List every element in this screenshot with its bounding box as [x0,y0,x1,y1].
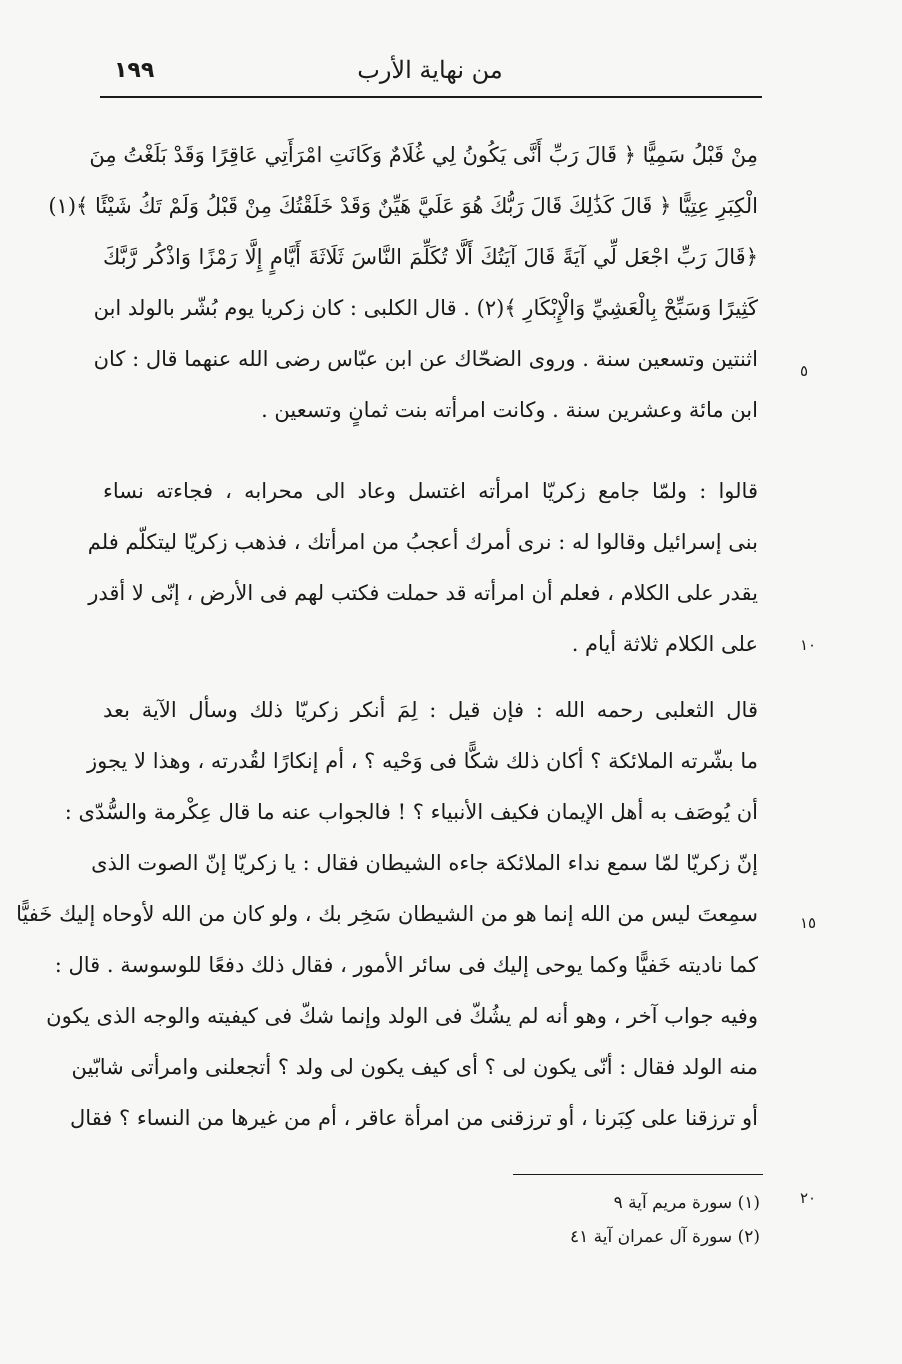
paragraph-2 [87,466,758,670]
text-line: يقدر على الكلام ، فعلم أن امرأته قد حملت فكتب لهم فى الأرض ، إنّى لا أقدر [88,581,758,605]
text-line: إنّ زكريّا لمّا سمع نداء الملائكة جاءه الشيطان فقال : يا زكريّا إنّ الصوت الذى [91,851,758,875]
footnote-1: (١) سورة مريم آية ٩ [613,1193,760,1213]
line-number-15: ١٥ [800,914,817,932]
footnote-rule [513,1174,763,1175]
text-line: أن يُوصَف به أهل الإيمان فكيف الأنبياء ؟ ! فالجواب عنه ما قال عِكْرمة والسُّدّى : [64,800,758,824]
paragraph-1 [48,130,758,436]
page-header [100,52,760,92]
header-rule [100,96,762,98]
line-number-10: ١٠ [800,636,817,654]
footnotes [440,1186,760,1254]
running-title: من نهاية الأرب [357,56,503,84]
text-line: ﴿قَالَ رَبِّ اجْعَل لِّي آيَةً قَالَ آيَتُكَ أَلَّا تُكَلِّمَ النَّاسَ ثَلَاثَةَ أَيَّامٍ إِلَّا رَمْزًا وَاذْكُر رَّبَّكَ [103,245,758,269]
text-line: قالوا : ولمّا جامع زكريّا امرأته اغتسل وعاد الى محرابه ، فجاءته نساء [103,479,758,503]
page-number: ١٩٩ [114,58,155,83]
line-number-20: ٢٠ [800,1189,817,1207]
text-line: على الكلام ثلاثة أيام . [571,632,758,656]
paragraph-3 [16,685,758,1144]
text-line: كَثِيرًا وَسَبِّحْ بِالْعَشِيِّ وَالْإِبْكَارِ ﴾(٢) . قال الكلبى : كان زكريا يوم بُشّر بالولد ابن [93,296,758,320]
text-line: قال الثعلبى رحمه الله : فإن قيل : لِمَ أنكر زكريّا ذلك وسأل الآية بعد [103,698,758,722]
text-line: أو ترزقنا على كِبَرنا ، أو ترزقنى من امرأة عاقر ، أم من غيرها من النساء ؟ فقال [70,1106,758,1130]
text-line: سمِعتَ ليس من الله إنما هو من الشيطان سَخِر بك ، ولو كان من الله لأوحاه إليك خَفيًّا [16,902,758,926]
text-line: مِنْ قَبْلُ سَمِيًّا ﴿ قَالَ رَبِّ أَنَّى يَكُونُ لِي غُلَامٌ وَكَانَتِ امْرَأَتِي عَاقِرًا وَقَدْ بَلَغْتُ مِنَ [89,143,758,167]
text-line: منه الولد فقال : أنّى يكون لى ؟ أى كيف يكون لى ولد ؟ أتجعلنى وامرأتى شابّين [71,1055,758,1079]
text-line: وفيه جواب آخر ، وهو أنه لم يشُكّ فى الولد وإنما شكّ فى كيفيته والوجه الذى يكون [46,1004,758,1028]
text-line: بنى إسرائيل وقالوا له : نرى أمرك أعجبُ من امرأتك ، فذهب زكريّا ليتكلّم فلم [87,530,758,554]
text-line: كما ناديته خَفيًّا وكما يوحى إليك فى سائر الأمور ، فقال ذلك دفعًا للوسوسة . قال : [54,953,758,977]
footnote-2: (٢) سورة آل عمران آية ٤١ [569,1227,760,1247]
line-number-5: ٥ [800,362,809,380]
text-line: اثنتين وتسعين سنة . وروى الضحّاك عن ابن عبّاس رضى الله عنهما قال : كان [93,347,758,371]
text-line: الْكِبَرِ عِتِيًّا ﴿ قَالَ كَذَٰلِكَ قَالَ رَبُّكَ هُوَ عَلَيَّ هَيِّنٌ وَقَدْ خَلَقْتُكَ مِنْ قَبْلُ وَلَمْ تَكُ شَيْئًا ﴾(١) [48,194,758,218]
text-line: ابن مائة وعشرين سنة . وكانت امرأته بنت ثمانٍ وتسعين . [261,398,758,422]
text-line: ما بشّرته الملائكة ؟ أكان ذلك شكًّا فى وَحْيه ؟ ، أم إنكارًا لقُدرته ، وهذا لا يجوز [86,749,758,773]
